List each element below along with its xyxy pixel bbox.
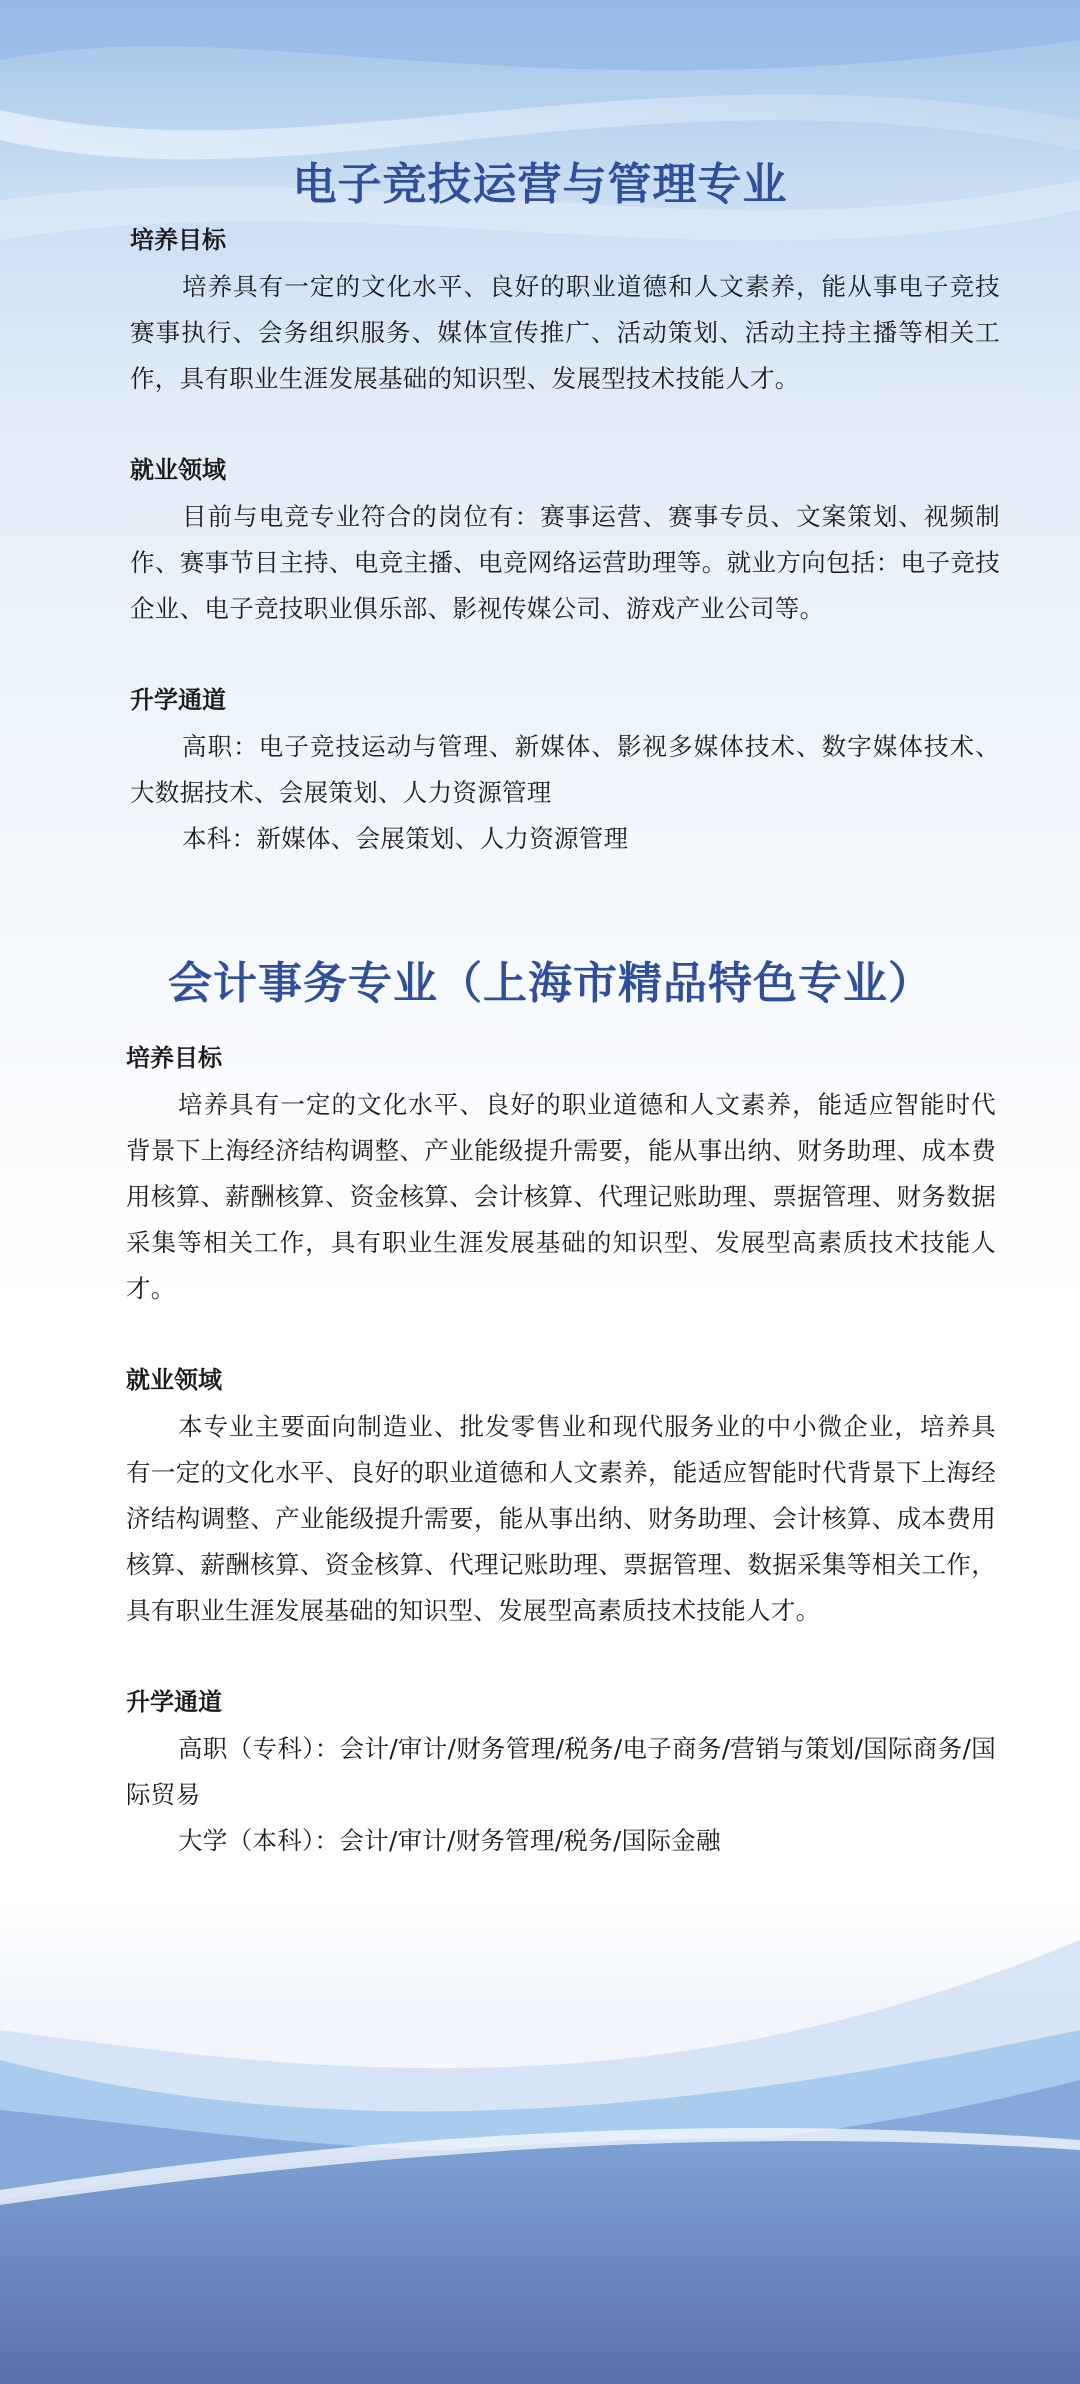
- heading-pathway: 升学通道: [130, 686, 226, 714]
- pathway-line-undergraduate: 本科：新媒体、会展策划、人力资源管理: [182, 824, 629, 853]
- paragraph-training-goal: 培养具有一定的文化水平、良好的职业道德和人文素养，能从事电子竞技赛事执行、会务组织服务、媒体宣传推广、活动策划、活动主持主播等相关工作，具有职业生涯发展基础的知识型、发展型技术技能人才。: [130, 272, 1000, 393]
- section-title-esports: 电子竞技运营与管理专业: [292, 159, 788, 210]
- section-accounting: [126, 1040, 996, 1864]
- pathway-line-higher-vocational: 高职：电子竞技运动与管理、新媒体、影视多媒体技术、数字媒体技术、大数据技术、会展策划、人力资源管理: [130, 732, 1000, 807]
- heading-employment: 就业领域: [126, 1366, 222, 1394]
- pathway-line-vocational: 高职（专科）：会计/审计/财务管理/税务/电子商务/营销与策划/国际商务/国际贸易: [126, 1734, 996, 1809]
- heading-training-goal: 培养目标: [130, 226, 226, 254]
- section-esports: [130, 222, 1000, 862]
- heading-employment: 就业领域: [130, 456, 226, 484]
- pathway-line-university: 大学（本科）：会计/审计/财务管理/税务/国际金融: [178, 1826, 721, 1855]
- paragraph-employment: 本专业主要面向制造业、批发零售业和现代服务业的中小微企业，培养具有一定的文化水平、良好的职业道德和人文素养，能适应智能时代背景下上海经济结构调整、产业能级提升需要，能从事出纳、财务助理、会计核算、成本费用核算、薪酬核算、资金核算、代理记账助理、票据管理、数据采集等相关工作，具有职业生涯发展基础的知识型、发展型高素质技术技能人才。: [126, 1412, 996, 1625]
- section-title-accounting: 会计事务专业（上海市精品特色专业）: [168, 958, 933, 1009]
- paragraph-training-goal: 培养具有一定的文化水平、良好的职业道德和人文素养，能适应智能时代背景下上海经济结构调整、产业能级提升需要，能从事出纳、财务助理、成本费用核算、薪酬核算、资金核算、会计核算、代理记账助理、票据管理、财务数据采集等相关工作，具有职业生涯发展基础的知识型、发展型高素质技术技能人才。: [126, 1090, 996, 1303]
- paragraph-employment: 目前与电竞专业符合的岗位有：赛事运营、赛事专员、文案策划、视频制作、赛事节目主持、电竞主播、电竞网络运营助理等。就业方向包括：电子竞技企业、电子竞技职业俱乐部、影视传媒公司、游戏产业公司等。: [130, 502, 1000, 623]
- heading-training-goal: 培养目标: [126, 1044, 222, 1072]
- heading-pathway: 升学通道: [126, 1688, 222, 1716]
